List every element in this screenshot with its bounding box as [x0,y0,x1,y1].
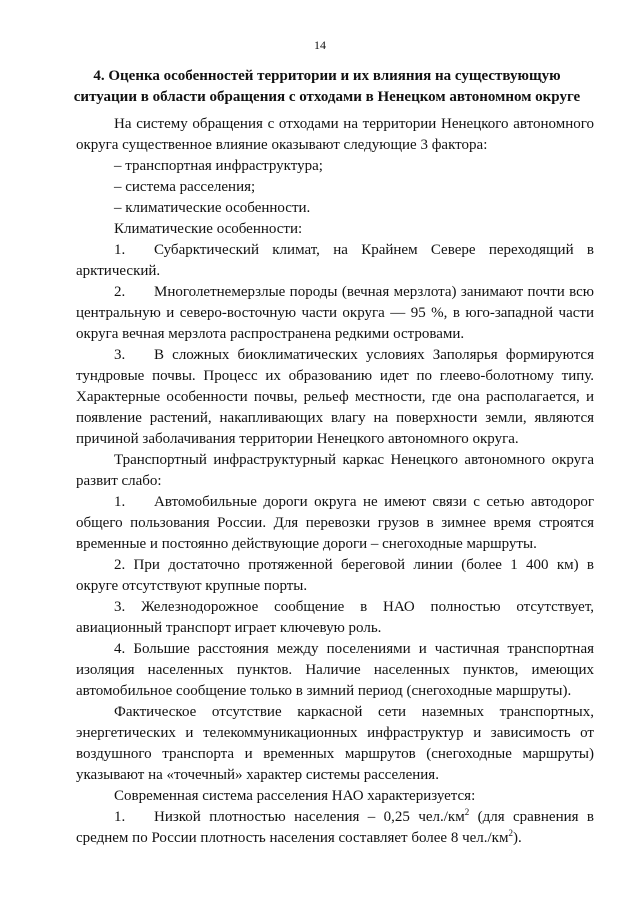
factor-item: – климатические особенности. [114,200,311,216]
climate-title: Климатические особенности: [114,221,303,237]
transport-item: 2. При достаточно протяженной береговой линии (более 1 400 км) в округе отсутствуют крупные порты. [76,557,594,594]
page-number: 14 [314,38,326,52]
document-body [76,114,594,849]
transport-item: 1. Автомобильные дороги округа не имеют связи с сетью автодорог общего пользования России. Для перевозки грузов в зимнее время строятся временные и постоянно действующие дороги – снегоходные маршруты. [76,494,594,552]
transport-intro: Транспортный инфраструктурный каркас Ненецкого автономного округа развит слабо: [76,452,594,489]
settlement-intro: Современная система расселения НАО характеризуется: [114,788,476,804]
transport-item: 3. Железнодорожное сообщение в НАО полностью отсутствует, авиационный транспорт играет ключевую роль. [76,599,595,636]
section-heading: 4. Оценка особенностей территории и их влияния на существующую ситуации в области обращения с отходами в Ненецком автономном округе [73,68,581,105]
infrastructure-paragraph: Фактическое отсутствие каркасной сети наземных транспортных, энергетических и телекоммуникационных инфраструктур и зависимость от воздушного транспорта и временных маршрутов (снегоходные маршруты) указывают на «точечный» характер системы расселения. [76,704,594,783]
intro-paragraph: На систему обращения с отходами на территории Ненецкого автономного округа существенное влияние оказывают следующие 3 фактора: [76,116,594,153]
factor-item: – транспортная инфраструктура; [114,158,323,174]
climate-item: 3. В сложных биоклиматических условиях Заполярья формируются тундровые почвы. Процесс их образованию идет по глеево-болотному типу. Характерные особенности почвы, рельеф местности, где она располагается, и появление растений, накапливающих влагу на поверхности земли, являются причиной заболачивания территории Ненецкого автономного округа. [76,347,594,447]
transport-item: 4. Большие расстояния между поселениями и частичная транспортная изоляция населенных пунктов. Наличие населенных пунктов, имеющих автомобильное сообщение только в зимний период (снегоходные маршруты). [76,641,595,699]
climate-item: 1. Субарктический климат, на Крайнем Севере переходящий в арктический. [76,242,594,279]
factor-item: – система расселения; [114,179,256,195]
settlement-item: 1. Низкой плотностью населения – 0,25 $чел./км^2$ (для сравнения в среднем по России плотность населения составляет более 8 $чел./км^2$). [76,807,594,846]
climate-item: 2. Многолетнемерзлые породы (вечная мерзлота) занимают почти всю центральную и северо-восточную части округа — 95 %, в юго-западной части округа вечная мерзлота распространена редкими островами. [76,284,594,342]
